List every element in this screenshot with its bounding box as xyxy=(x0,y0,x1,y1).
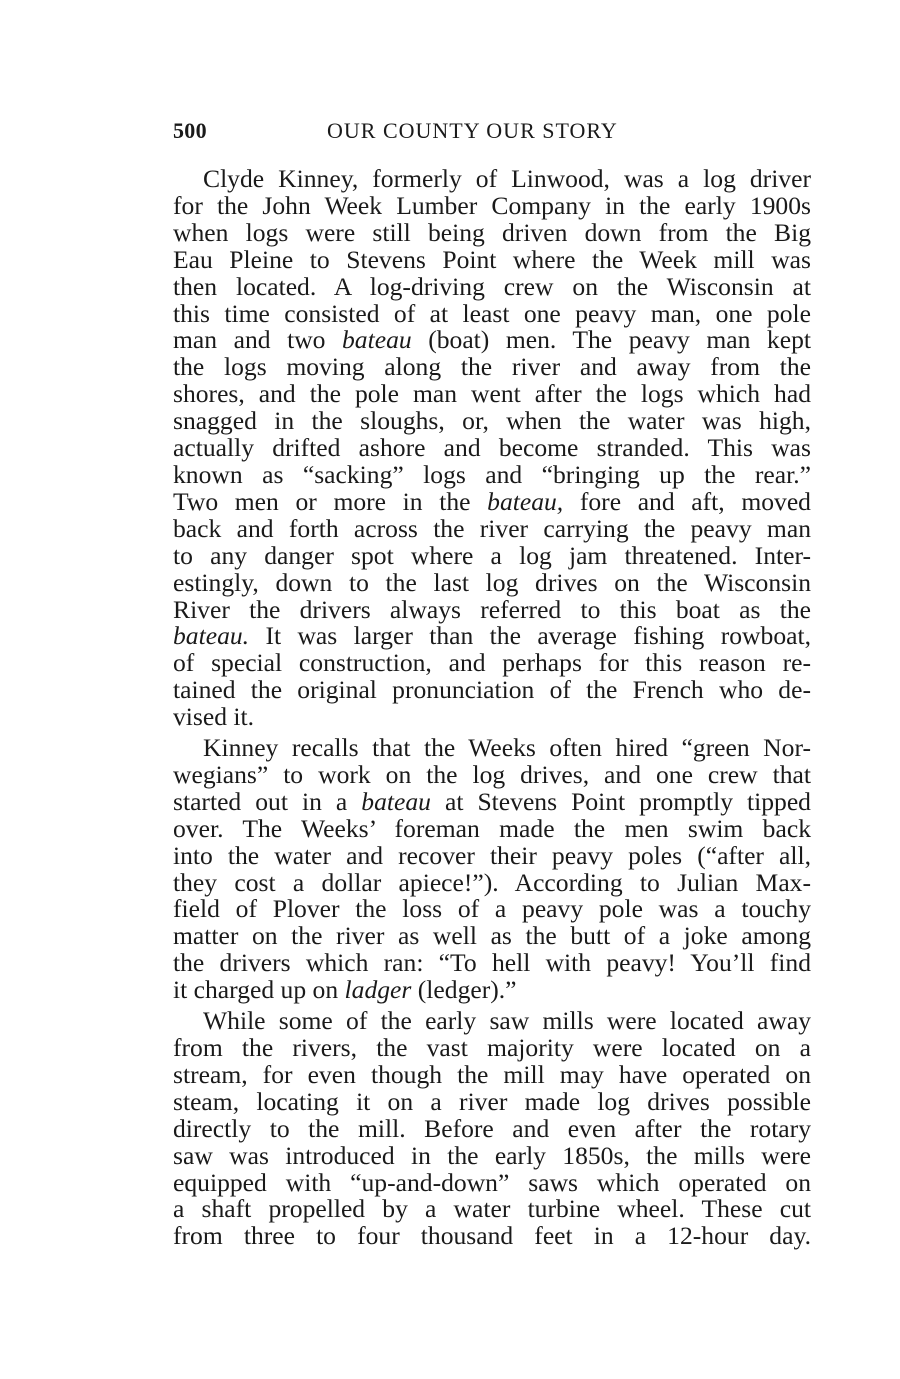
text-line xyxy=(173,1059,811,1089)
text-run: man and two xyxy=(173,325,342,355)
text-line xyxy=(173,354,811,381)
text-line xyxy=(173,704,811,731)
text-run: vised it. xyxy=(173,702,255,732)
text-run: this time consisted of at least one peavy man, one pole xyxy=(173,298,811,328)
text-run: shores, and the pole man went after the logs which had xyxy=(173,379,811,409)
text-run: at Stevens Point promptly tipped xyxy=(430,786,811,816)
text-line xyxy=(173,923,811,950)
text-line xyxy=(173,896,811,923)
text-run: for the John Week Lumber Company in the early 1900s xyxy=(173,190,811,220)
text-run: directly to the mill. Before and even after the rotary xyxy=(173,1113,811,1143)
text-run: field of Plover the loss of a peavy pole was a touchy xyxy=(173,894,811,924)
italic-term: bateau, xyxy=(487,486,564,516)
text-line xyxy=(173,271,811,301)
text-line xyxy=(173,244,811,274)
text-run: the drivers which ran: “To hell with peavy! You’ll find xyxy=(173,948,811,978)
paragraph xyxy=(173,166,811,731)
text-line xyxy=(173,735,811,762)
text-line xyxy=(173,759,811,789)
text-line xyxy=(173,1223,811,1250)
text-run: when logs were still being driven down from the Big xyxy=(173,217,811,247)
text-run: matter on the river as well as the butt of a joke among xyxy=(173,921,811,951)
text-line xyxy=(173,1035,811,1062)
text-line xyxy=(173,327,811,354)
text-line xyxy=(173,867,811,897)
text-run: fore and aft, moved xyxy=(563,486,811,516)
text-run: Eau Pleine to Stevens Point where the Week mill was xyxy=(173,244,811,274)
text-run: a shaft propelled by a water turbine wheel. These cut xyxy=(173,1194,811,1224)
text-run: actually drifted ashore and become stranded. This was xyxy=(173,433,811,463)
text-line xyxy=(173,459,811,489)
text-line xyxy=(173,594,811,624)
text-run: snagged in the sloughs, or, when the water was high, xyxy=(173,406,811,436)
text-run: stream, for even though the mill may have operated on xyxy=(173,1059,811,1089)
italic-term: ladger xyxy=(344,975,412,1005)
book-title: OUR COUNTY OUR STORY xyxy=(327,118,618,143)
text-run: While some of the early saw mills were located away xyxy=(203,1006,811,1036)
text-run: estingly, down to the last log drives on the Wisconsin xyxy=(173,567,811,597)
paragraph xyxy=(173,1008,811,1250)
text-line xyxy=(173,813,811,843)
italic-term: bateau. xyxy=(173,621,250,651)
text-run: it charged up on xyxy=(173,975,345,1005)
text-run: Kinney recalls that the Weeks often hired “green Nor- xyxy=(203,733,811,763)
italic-term: bateau xyxy=(342,325,412,355)
text-run: over. The Weeks’ foreman made the men swim back xyxy=(173,813,811,843)
text-line xyxy=(173,486,811,516)
text-run: the logs moving along the river and away from the xyxy=(173,352,811,382)
text-line xyxy=(173,408,811,435)
text-run: Clyde Kinney, formerly of Linwood, was a log driver xyxy=(203,164,811,193)
text-run: (boat) men. The peavy man kept xyxy=(411,325,811,355)
text-run: started out in a xyxy=(173,786,362,816)
text-run: It was larger than the average fishing rowboat, xyxy=(249,621,811,651)
text-line xyxy=(173,1008,811,1035)
text-run: steam, locating it on a river made log drives possible xyxy=(173,1086,811,1116)
text-line xyxy=(173,190,811,220)
text-run: Two men or more in the xyxy=(173,486,488,516)
text-line xyxy=(173,1167,811,1197)
text-run: River the drivers always referred to this boat as the xyxy=(173,594,811,624)
text-line xyxy=(173,540,811,570)
text-line xyxy=(173,1140,811,1170)
text-line xyxy=(173,435,811,462)
text-run: they cost a dollar apiece!”). According to Julian Max- xyxy=(173,867,811,897)
text-line xyxy=(173,1113,811,1143)
book-page xyxy=(173,116,811,1250)
text-run: saw was introduced in the early 1850s, the mills were xyxy=(173,1140,811,1170)
text-run: tained the original pronunciation of the French who de- xyxy=(173,675,811,705)
text-run: then located. A log-driving crew on the Wisconsin at xyxy=(173,271,811,301)
text-line xyxy=(173,513,811,543)
text-line xyxy=(173,950,811,977)
italic-term: bateau xyxy=(361,786,431,816)
text-run: from the rivers, the vast majority were located on a xyxy=(173,1033,811,1062)
text-run: equipped with “up-and-down” saws which operated on xyxy=(173,1167,811,1197)
text-run: of special construction, and perhaps for this reason re- xyxy=(173,648,811,678)
text-run: back and forth across the river carrying the peavy man xyxy=(173,513,811,543)
text-run: from three to four thousand feet in a 12-hour day. xyxy=(173,1221,811,1251)
text-line xyxy=(173,786,811,816)
text-line xyxy=(173,166,811,193)
text-line xyxy=(173,1196,811,1223)
text-line xyxy=(173,298,811,328)
text-line xyxy=(173,840,811,870)
text-run: into the water and recover their peavy poles (“after all, xyxy=(173,840,811,870)
text-line xyxy=(173,217,811,247)
text-line xyxy=(173,567,811,597)
text-line xyxy=(173,381,811,408)
text-line xyxy=(173,977,811,1004)
text-line xyxy=(173,677,811,704)
text-run: to any danger spot where a log jam threatened. Inter- xyxy=(173,540,811,570)
text-line xyxy=(173,623,811,650)
paragraph xyxy=(173,735,811,1004)
text-line xyxy=(173,650,811,677)
text-run: (ledger).” xyxy=(411,975,517,1005)
text-run: wegians” to work on the log drives, and one crew that xyxy=(173,759,811,789)
text-line xyxy=(173,1086,811,1116)
text-run: known as “sacking” logs and “bringing up the rear.” xyxy=(173,459,811,489)
page-number: 500 xyxy=(173,118,207,143)
body-text xyxy=(173,166,811,1250)
running-head xyxy=(173,116,811,146)
